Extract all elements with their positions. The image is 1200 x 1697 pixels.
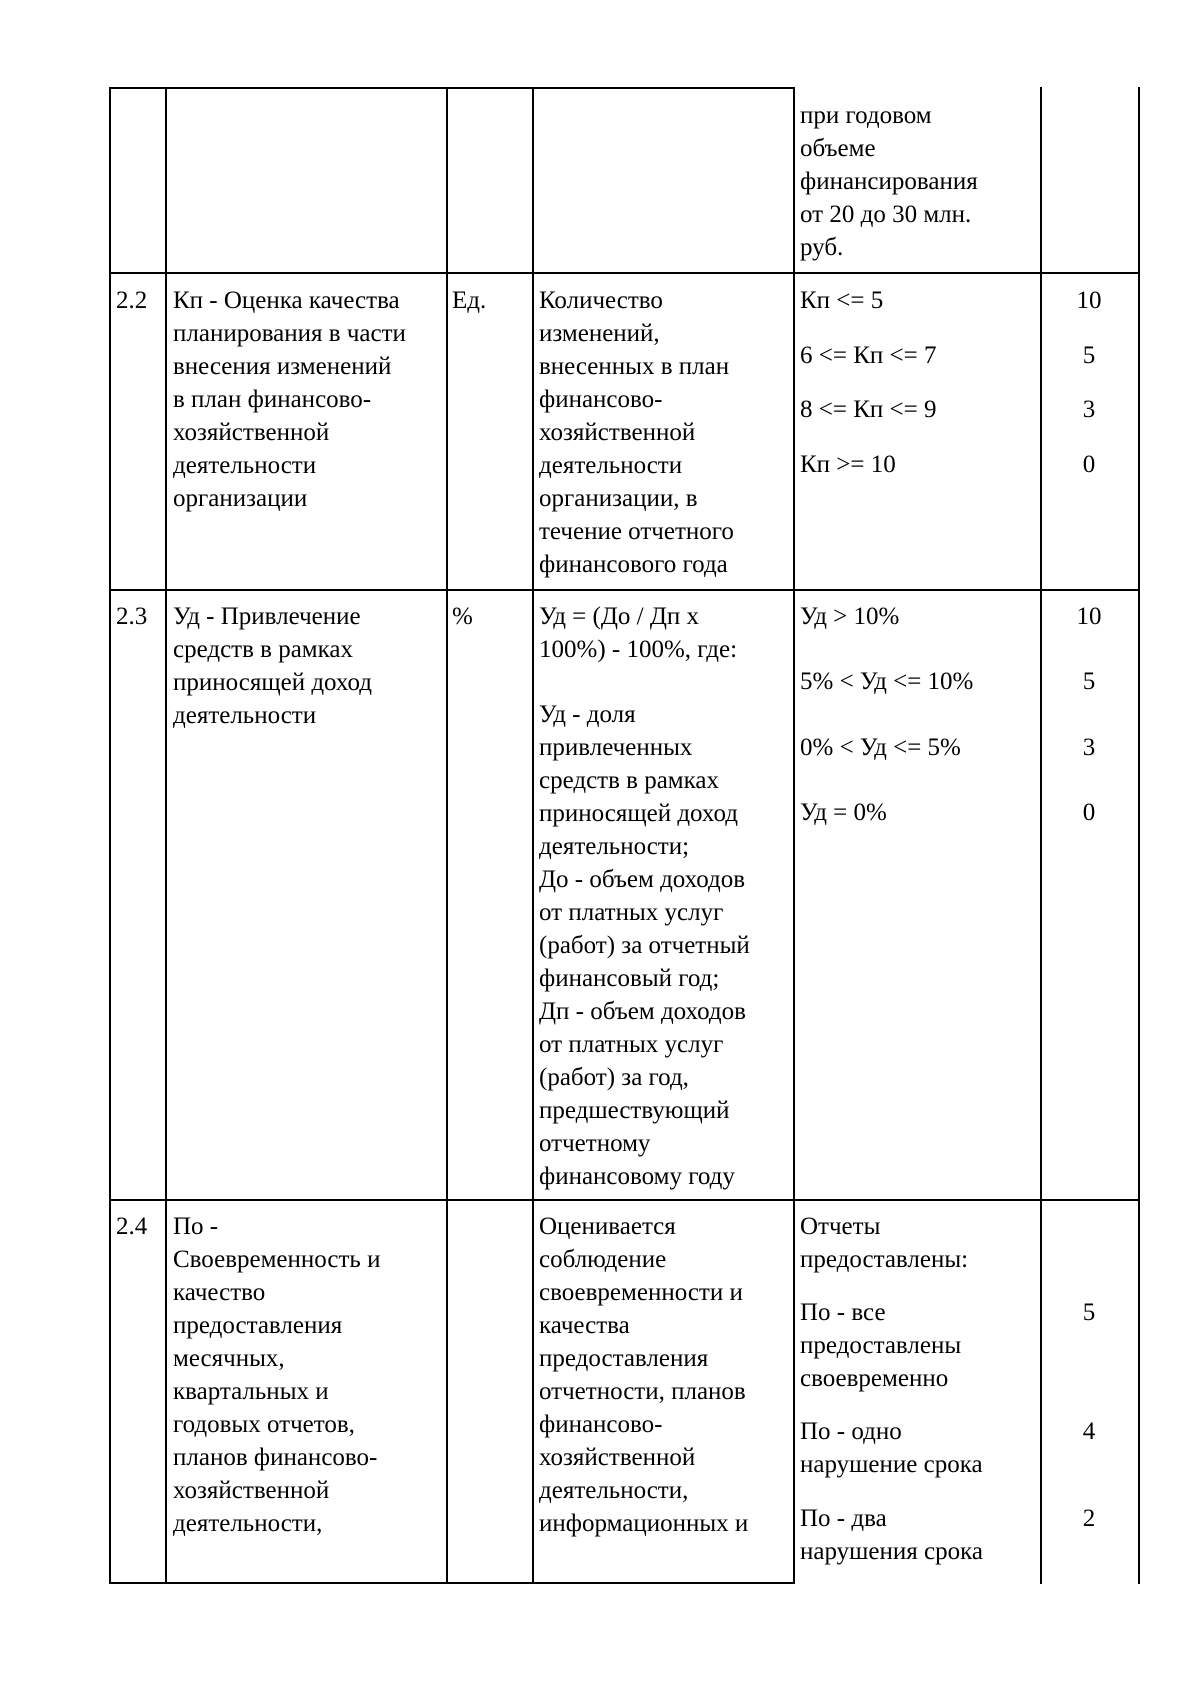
points-value: 4 bbox=[1082, 1418, 1096, 1445]
table-bottom-border bbox=[109, 1582, 795, 1584]
column-border-indicator bbox=[446, 87, 448, 1584]
criteria-item: 0% < Уд <= 5% bbox=[800, 734, 961, 761]
criteria-item: Кп >= 10 bbox=[800, 451, 896, 478]
table-top-border bbox=[109, 87, 795, 89]
points-value: 5 bbox=[1082, 668, 1096, 695]
column-border-left bbox=[109, 87, 111, 1584]
points-value: 10 bbox=[1076, 603, 1102, 630]
row-number-2-3: 2.3 bbox=[116, 603, 148, 630]
row-divider-2-3 bbox=[109, 589, 1140, 591]
points-value: 0 bbox=[1082, 451, 1096, 478]
column-border-criteria bbox=[1040, 87, 1042, 1584]
criteria-item: 6 <= Кп <= 7 bbox=[800, 342, 937, 369]
criteria-cell-continued: при годовом объеме финансирования от 20 до 30 млн. руб. bbox=[800, 102, 978, 261]
points-value: 5 bbox=[1082, 1299, 1096, 1326]
criteria-item: Уд = 0% bbox=[800, 799, 887, 826]
criteria-item: По - все предоставлены своевременно bbox=[800, 1299, 962, 1392]
points-value: 3 bbox=[1082, 396, 1096, 423]
column-border-unit bbox=[532, 87, 534, 1584]
criteria-item: По - два нарушения срока bbox=[800, 1505, 983, 1565]
points-value: 2 bbox=[1082, 1505, 1096, 1532]
row-divider-2-2 bbox=[109, 272, 1140, 274]
column-border-number bbox=[165, 87, 167, 1584]
indicator-cell-2-2: Кп - Оценка качества планирования в части внесения изменений в план финансово- хозяйственной деятельности организации bbox=[173, 287, 406, 512]
points-value: 10 bbox=[1076, 287, 1102, 314]
criteria-item: 8 <= Кп <= 9 bbox=[800, 396, 937, 423]
row-number-2-4: 2.4 bbox=[116, 1213, 148, 1240]
row-divider-2-4 bbox=[109, 1199, 1140, 1201]
criteria-item: 5% < Уд <= 10% bbox=[800, 668, 974, 695]
criteria-item: Кп <= 5 bbox=[800, 287, 884, 314]
row-number-2-2: 2.2 bbox=[116, 287, 148, 314]
criteria-item: По - одно нарушение срока bbox=[800, 1418, 983, 1478]
criteria-header-2-4: Отчеты предоставлены: bbox=[800, 1213, 969, 1273]
column-border-method bbox=[793, 87, 795, 1584]
unit-cell-2-3: % bbox=[452, 603, 473, 630]
unit-cell-2-2: Ед. bbox=[452, 287, 487, 314]
column-border-right bbox=[1138, 87, 1140, 1584]
points-value: 0 bbox=[1082, 799, 1096, 826]
points-value: 5 bbox=[1082, 342, 1096, 369]
indicator-cell-2-4: По - Своевременность и качество предоставления месячных, квартальных и годовых отчетов, планов финансово- хозяйственной деятельности, bbox=[173, 1213, 381, 1537]
points-value: 3 bbox=[1082, 734, 1096, 761]
method-formula-2-3: Уд = (До / Дп x 100%) - 100%, где: bbox=[539, 603, 738, 663]
criteria-item: Уд > 10% bbox=[800, 603, 900, 630]
method-definitions-2-3: Уд - доля привлеченных средств в рамках приносящей доход деятельности; До - объем доходов от платных услуг (работ) за отчетный финансовый год; Дп - объем доходов от платных услуг (работ) за год, предшествующий отчетному финансовому году bbox=[539, 701, 750, 1190]
method-cell-2-4: Оценивается соблюдение своевременности и качества предоставления отчетности, планов финансово- хозяйственной деятельности, информационных и bbox=[539, 1213, 749, 1537]
method-cell-2-2: Количество изменений, внесенных в план финансово- хозяйственной деятельности организации, в течение отчетного финансового года bbox=[539, 287, 734, 578]
indicator-cell-2-3: Уд - Привлечение средств в рамках приносящей доход деятельности bbox=[173, 603, 372, 729]
